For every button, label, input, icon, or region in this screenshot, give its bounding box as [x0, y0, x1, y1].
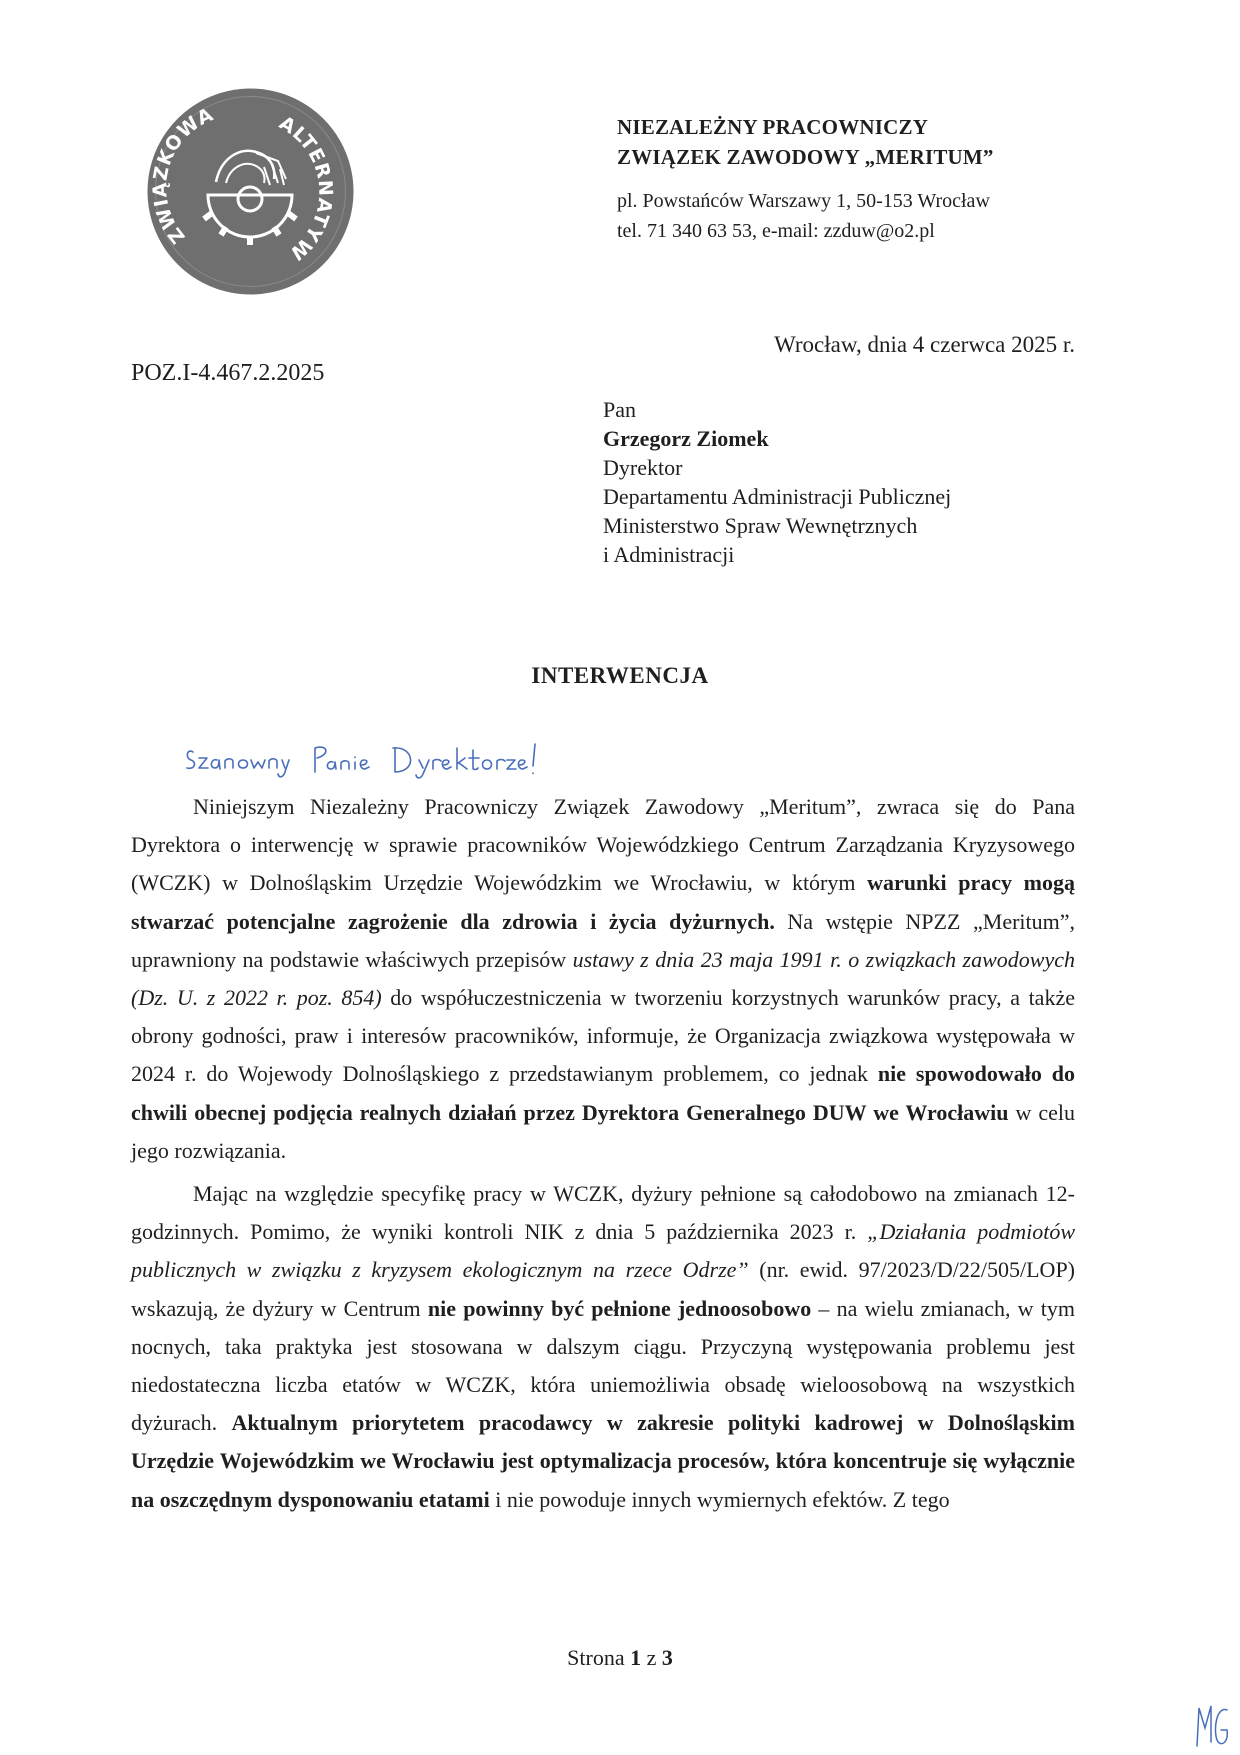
- addressee-ministry-line-2: i Administracji: [603, 542, 735, 567]
- addressee-position: Dyrektor: [603, 455, 683, 480]
- text-run: do współuczestniczenia w tworzeniu korzystnych warunków pracy, a także obrony godności, praw i interesów pracowników, informuje, że Organizacja związkowa występowała w 2024 r. do Wojewody Dolnośląskiego z przedstawianym problemem, co jednak: [131, 985, 1075, 1087]
- addressee-block: [603, 395, 951, 569]
- text-run: „Działania podmiotów publicznych w związku z kryzysem ekologicznym na rzece Odrze”: [131, 1219, 1076, 1283]
- text-run: nie powinny być pełnione jednoosobowo: [427, 1295, 812, 1321]
- union-seal-logo: [146, 87, 355, 296]
- text-run: – na wielu zmianach, w tym nocnych, taka praktyka jest stosowana w dalszym ciągu. Przyczyną występowania problemu jest niedostateczna liczba etatów w WCZK, która uniemożliwia obsadę wieloosobową na wszystkich dyżurach.: [131, 1295, 1075, 1436]
- footer-total-pages: 3: [661, 1645, 673, 1670]
- text-run: nie spowodowało do chwili obecnej podjęcia realnych działań przez Dyrektora Generalnego DUW we Wrocławiu: [131, 1061, 1075, 1125]
- footer-prefix: Strona: [567, 1645, 625, 1670]
- footer-separator: z: [646, 1645, 657, 1670]
- text-run: Na wstępie NPZZ „Meritum”, uprawniony na podstawie właściwych przepisów: [131, 908, 1076, 972]
- letter-date: Wrocław, dnia 4 czerwca 2025 r.: [774, 332, 1075, 357]
- handwritten-initials: [1193, 1698, 1233, 1750]
- text-run: (nr. ewid. 97/2023/D/22/505/LOP) wskazują, że dyżury w Centrum: [131, 1257, 1076, 1321]
- handwritten-greeting: [183, 732, 583, 780]
- seal-top-text: ZWIĄZKOWA: [149, 103, 218, 248]
- text-run: ustawy z dnia 23 maja 1991 r. o związkach zawodowych (Dz. U. z 2022 r. poz. 854): [131, 946, 1075, 1011]
- seal-right-text: ALTERNATYW: [275, 112, 337, 265]
- text-run: Aktualnym priorytetem pracodawcy w zakresie polityki kadrowej w Dolnośląskim Urzędzie Wojewódzkim we Wrocławiu jest optymalizacja procesów, która koncentruje się wyłącznie na oszczędnym dysponowaniu etatami: [131, 1410, 1075, 1512]
- organization-header: [617, 112, 1177, 246]
- text-run: w celu jego rozwiązania.: [131, 1099, 1075, 1163]
- addressee-salutation: Pan: [603, 397, 636, 422]
- body-paragraph-1: [131, 788, 1075, 1170]
- org-address: pl. Powstańców Warszawy 1, 50-153 Wrocław: [617, 190, 990, 212]
- text-run: warunki pracy mogą stwarzać potencjalne zagrożenie dla zdrowia i życia dyżurnych.: [131, 870, 1075, 934]
- document-title: INTERWENCJA: [531, 663, 709, 688]
- text-run: i nie powoduje innych wymiernych efektów. Z tego: [489, 1486, 950, 1512]
- body-paragraph-2: [131, 1175, 1075, 1519]
- addressee-department: Departamentu Administracji Publicznej: [603, 484, 952, 509]
- text-run: Mając na względzie specyfikę pracy w WCZK, dyżury pełnione są całodobowo na zmianach 12-godzinnych. Pomimo, że wyniki kontroli NIK z dnia 5 października 2023 r.: [131, 1181, 1075, 1245]
- reference-number: POZ.I-4.467.2.2025: [131, 360, 325, 386]
- addressee-ministry-line-1: Ministerstwo Spraw Wewnętrznych: [603, 513, 918, 538]
- addressee-name: Grzegorz Ziomek: [603, 426, 769, 451]
- text-run: Niniejszym Niezależny Pracowniczy Związek Zawodowy „Meritum”, zwraca się do Pana Dyrektora o interwencję w sprawie pracowników Wojewódzkiego Centrum Zarządzania Kryzysowego (WCZK) w Dolnośląskim Urzędzie Wojewódzkim we Wrocławiu, w którym: [131, 794, 1075, 896]
- org-name-line-1: NIEZALEŻNY PRACOWNICZY: [617, 115, 929, 139]
- org-contact: tel. 71 340 63 53, e-mail: zzduw@o2.pl: [617, 220, 935, 242]
- letter-body: [131, 788, 1075, 1519]
- org-name-line-2: ZWIĄZEK ZAWODOWY „MERITUM”: [617, 145, 994, 169]
- footer-page-number: 1: [630, 1645, 642, 1670]
- page-footer: [0, 1645, 1240, 1671]
